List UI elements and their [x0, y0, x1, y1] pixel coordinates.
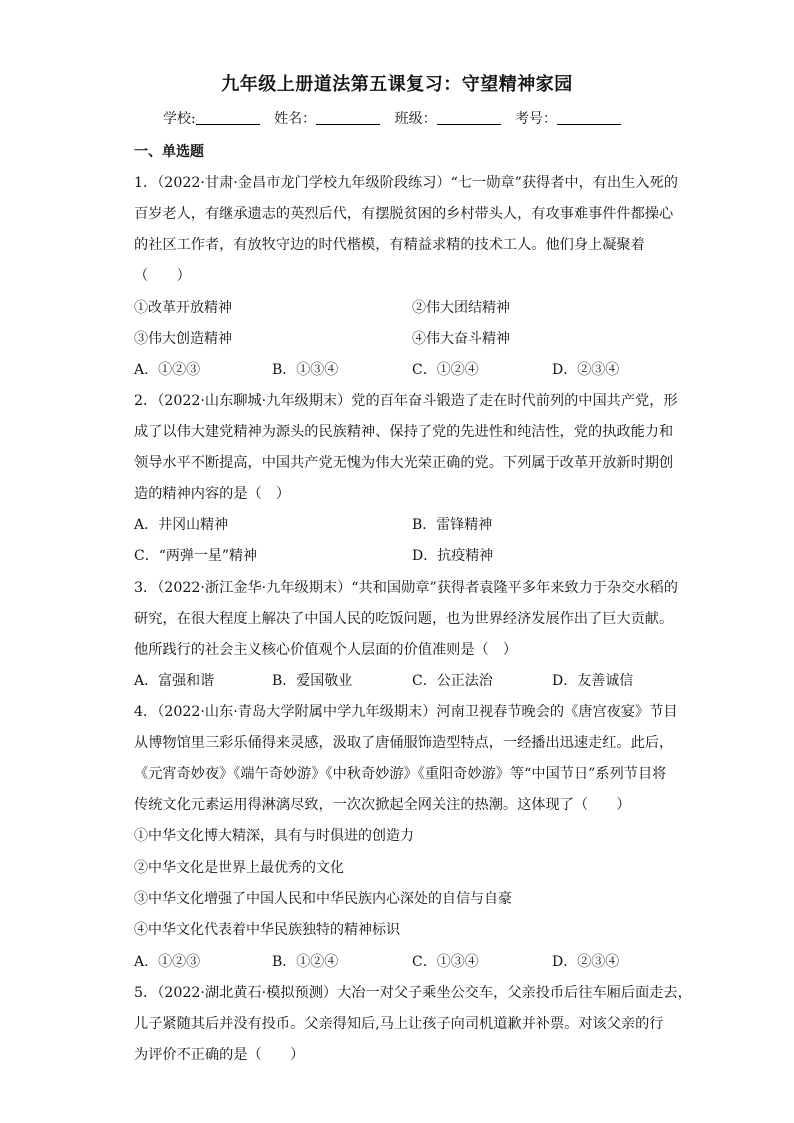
question-3-line-3: 他所践行的社会主义核心价值观个人层面的价值准则是（ ）	[134, 642, 518, 658]
question-4-option-a[interactable]: A．①②③	[134, 954, 201, 970]
question-1-line-1: 1．（2022·甘肃·金昌市龙门学校九年级阶段练习）“七一勋章”获得者中，有出生入死的	[134, 175, 678, 191]
question-1-item-2: ②伟大团结精神	[412, 300, 510, 316]
question-1-item-1: ①改革开放精神	[134, 300, 232, 316]
question-4-item-4: ④中华文化代表着中华民族独特的精神标识	[134, 922, 400, 938]
question-5-line-2: 儿子紧随其后并没有投币。父亲得知后,马上让孩子向司机道歉并补票。对该父亲的行	[134, 1016, 664, 1032]
question-4-option-d[interactable]: D．②③④	[552, 954, 620, 970]
question-2-option-a[interactable]: A．井冈山精神	[134, 517, 229, 533]
question-5-line-1: 5．（2022·湖北黄石·模拟预测）大冶一对父子乘坐公交车，父亲投币后往车厢后面走去，	[134, 985, 692, 1001]
school-label: 学校:	[162, 111, 196, 127]
question-4-item-3: ③中华文化增强了中国人民和中华民族内心深处的自信与自豪	[134, 891, 512, 907]
question-3-option-a[interactable]: A．富强和谐	[134, 673, 215, 689]
question-1-item-4: ④伟大奋斗精神	[412, 331, 510, 347]
question-2-option-c[interactable]: C．“两弹一星”精神	[134, 548, 258, 564]
question-4-line-4: 传统文化元素运用得淋漓尽致，一次次掀起全网关注的热潮。这体现了（ ）	[134, 797, 631, 813]
question-3-option-c[interactable]: C．公正法治	[412, 673, 493, 689]
question-1-line-2: 百岁老人，有继承遗志的英烈后代，有摆脱贫困的乡村带头人，有攻事难事件件都操心	[134, 206, 674, 222]
question-4-line-1: 4．（2022·山东·青岛大学附属中学九年级期末）河南卫视春节晚会的《唐宫夜宴》节目	[134, 704, 678, 720]
question-1-item-3: ③伟大创造精神	[134, 331, 232, 347]
question-2-option-d[interactable]: D．抗疫精神	[412, 548, 494, 564]
question-5-line-3: 为评价不正确的是（ ）	[134, 1047, 305, 1063]
class-label: 班级：	[394, 111, 437, 127]
student-info-row	[0, 108, 794, 128]
question-3-line-1: 3．（2022·浙江金华·九年级期末）“共和国勋章”获得者袁隆平多年来致力于杂交水稻的	[134, 580, 678, 596]
question-4-line-2: 从博物馆里三彩乐俑得来灵感，汲取了唐俑服饰造型特点，一经播出迅速走红。此后，	[134, 735, 674, 751]
question-2-line-1: 2．（2022·山东聊城·九年级期末）党的百年奋斗锻造了走在时代前列的中国共产党，形	[134, 393, 678, 409]
section-heading: 一、单选题	[134, 144, 204, 160]
question-1-option-c[interactable]: C．①②④	[412, 362, 479, 378]
class-blank[interactable]	[437, 110, 501, 125]
question-4-option-c[interactable]: C．①③④	[412, 954, 479, 970]
question-3-option-d[interactable]: D．友善诚信	[552, 673, 634, 689]
question-1-line-3: 的社区工作者，有放牧守边的时代楷模，有精益求精的技术工人。他们身上凝聚着	[134, 237, 645, 253]
question-3-option-b[interactable]: B．爱国敬业	[272, 673, 353, 689]
question-1-line-4: （ ）	[134, 268, 191, 284]
question-1-option-d[interactable]: D．②③④	[552, 362, 620, 378]
school-blank[interactable]	[196, 110, 260, 125]
number-label: 考号：	[515, 111, 558, 127]
question-1-option-a[interactable]: A．①②③	[134, 362, 201, 378]
question-2-option-b[interactable]: B．雷锋精神	[412, 517, 493, 533]
question-1-option-b[interactable]: B．①③④	[272, 362, 339, 378]
question-3-line-2: 研究，在很大程度上解决了中国人民的吃饭问题，也为世界经济发展作出了巨大贡献。	[134, 611, 674, 627]
question-4-line-3: 《元宵奇妙夜》《端午奇妙游》《中秋奇妙游》《重阳奇妙游》等“中国节日”系列节目将	[134, 766, 667, 782]
name-label: 姓名：	[274, 111, 317, 127]
question-2-line-4: 造的精神内容的是（ ）	[134, 486, 291, 502]
name-blank[interactable]	[316, 110, 380, 125]
question-4-option-b[interactable]: B．①②④	[272, 954, 339, 970]
question-2-line-2: 成了以伟大建党精神为源头的民族精神、保持了党的先进性和纯洁性，党的执政能力和	[134, 424, 674, 440]
page-title: 九年级上册道法第五课复习：守望精神家园	[221, 74, 573, 95]
question-2-line-3: 领导水平不断提高，中国共产党无愧为伟大光荣正确的党。下列属于改革开放新时期创	[134, 455, 674, 471]
number-blank[interactable]	[557, 110, 621, 125]
question-4-item-1: ①中华文化博大精深，具有与时俱进的创造力	[134, 828, 414, 844]
question-4-item-2: ②中华文化是世界上最优秀的文化	[134, 860, 344, 876]
